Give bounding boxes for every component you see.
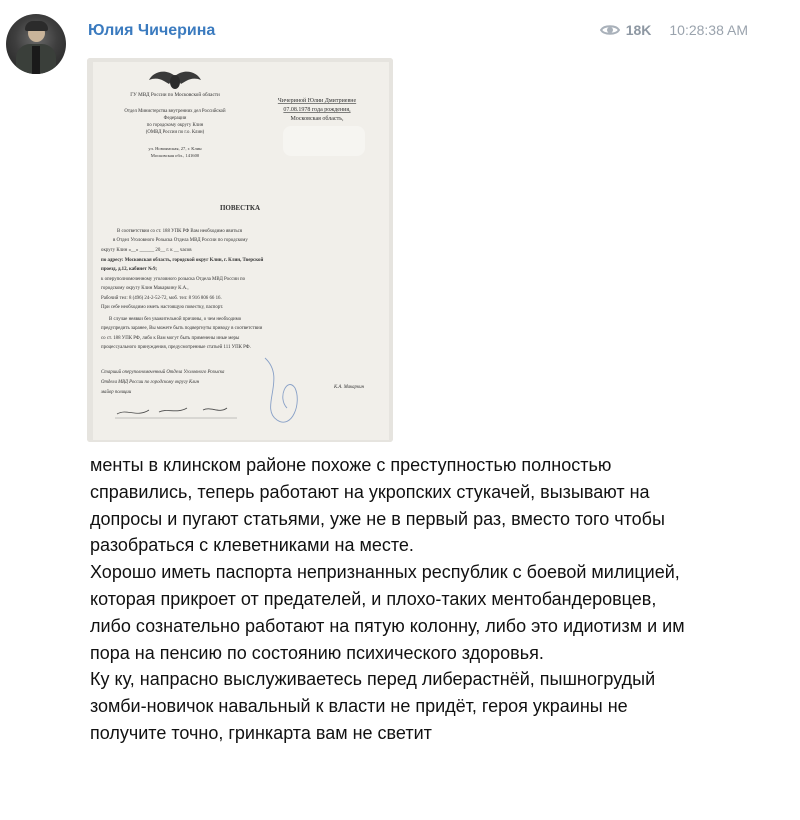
doc-signer: К.А. Макаркин [334,385,364,390]
avatar-figure-hat [25,21,48,31]
doc-addressee-line: 07.08.1978 года рождения, [283,107,351,113]
doc-sign-line: Старший оперуполномоченный Отдела Уголовного Розыска [101,370,225,375]
post-paragraph: менты в клинском районе похоже с преступностью полностью справились, теперь работают на укропских стукачей, вызывают на допросы и пугают статьями, уже не в первый раз, вместо того чтобы разобраться с клеветниками на месте. [90,455,665,556]
doc-body-line: процессуального принуждения, предусмотренные статьей 111 УПК РФ. [101,345,251,350]
doc-body-line: округу Клин «__» ______ 20__ г. к __ часов [101,248,192,253]
doc-addressee-line: Московская область, [290,116,344,122]
doc-sign-line: Отдела МВД России по городскому округу Клин [101,380,200,385]
doc-org-line: Московская обл., 141600 [150,153,200,158]
eye-icon [600,23,620,37]
doc-org-line: ГУ МВД России по Московской области [130,92,220,98]
doc-body-line: При себе необходимо иметь настоящую повестку, паспорт. [101,305,224,310]
attached-photo[interactable] [87,58,393,442]
doc-org-line: Отдел Министерства внутренних дел Российской [124,109,226,114]
doc-body-line: городскому округу Клин Макаркину К.А., [101,286,189,291]
doc-body-line: со ст. 188 УПК РФ, либо к Вам могут быть применены иные меры [101,336,240,341]
avatar-figure-strap [32,46,40,74]
doc-body-line: к оперуполномоченному уголовного розыска Отдела МВД России по [101,277,246,282]
doc-body-line: В соответствии со ст. 188 УПК РФ Вам необходимо явиться [117,229,243,234]
doc-body-line: по адресу: Московская область, городской округ Клин, г. Клин, Тверской [101,258,264,263]
doc-addressee-line: Чичериной Юлии Дмитриевне [277,98,357,104]
doc-body-line: Рабочий тел: 8 (496) 24-2-52-72, моб. тел: 8 916 806 66 16. [101,296,222,301]
doc-org-line: по городскому округу Клин [146,123,204,128]
doc-sign-line: майор полиции [101,390,132,395]
post-paragraph: Хорошо иметь паспорта непризнанных республик с боевой милицией, которая прикроет от предателей, и плохо-таких ментобандеровцев, либо сознательно работают на пятую колонну, либо это идиотизм и им пора на пенсию по состоянию психического здоровья. [90,562,685,663]
doc-body-line: проезд, д.12, кабинет №9; [101,267,158,272]
doc-body-line: в Отдел Уголовного Розыска Отдела МВД России по городскому [113,238,248,243]
doc-org-line: ул. Новоямская, 27, г. Клин [148,146,202,151]
post-meta [600,22,748,38]
post-paragraph: Ку ку, напрасно выслуживаетесь перед либерастнёй, пышногрудый зомби-новичок навальный к власти не придёт, героя украины не получите точно, гринкарта вам не светит [90,669,656,743]
author-name[interactable]: Юлия Чичерина [88,22,216,39]
doc-title: ПОВЕСТКА [219,204,261,212]
doc-org-line: (ОМВД России по г.о. Клин) [145,130,205,135]
view-count: 18K [625,22,652,38]
doc-body-line: В случае неявки без уважительной причины, о чем необходимо [109,317,242,322]
summons-document [87,58,393,442]
author-avatar[interactable] [6,14,66,74]
post-text [90,452,690,747]
post-time: 10:28:38 AM [669,22,748,38]
doc-body-line: предупредить заранее, Вы можете быть подвергнуты приводу в соответствии [101,326,263,331]
doc-org-line: Федерации [163,116,187,121]
